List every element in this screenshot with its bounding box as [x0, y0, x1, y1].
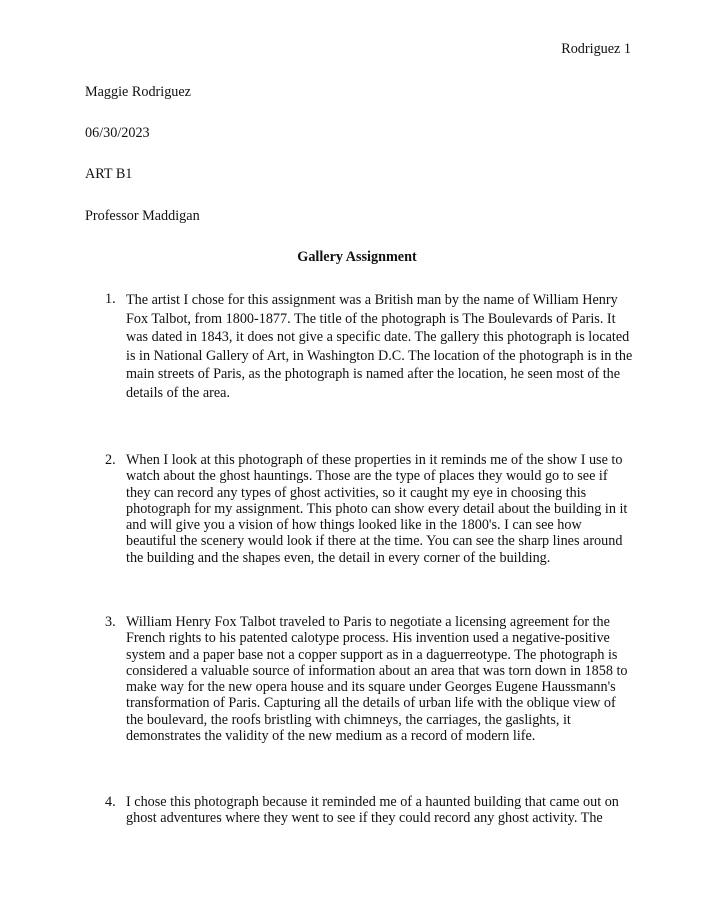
course-name: ART B1: [85, 166, 133, 182]
list-item-text: The artist I chose for this assignment was a British man by the name of William Henry Fox Talbot, from 1800-1877. The title of the photograph is The Boulevards of Paris. It was dated in 1843, it does not give a specific date. The gallery this photograph is located is in National Gallery of Art, in Washington D.C. The location of the photograph is in the main streets of Paris, as the photograph is named after the location, he seen most of the details of the area.: [126, 292, 633, 401]
list-item-number: 2.: [105, 452, 116, 468]
list-item: [105, 794, 633, 827]
list-item-text: I chose this photograph because it reminded me of a haunted building that came out on ghost adventures where they went to see if they could record any ghost activity. The: [126, 794, 619, 827]
list-item-text: William Henry Fox Talbot traveled to Paris to negotiate a licensing agreement for the French rights to his patented calotype process. His invention used a negative-positive system and a paper base not a copper support as in a daguerreotype. The photograph is considered a valuable source of information about an area that was torn down in 1858 to make way for the new opera house and its square under Georges Eugene Haussmann's transformation of Paris. Capturing all the details of urban life with the oblique view of the boulevard, the roofs bristling with chimneys, the carriages, the gaslights, it demonstrates the validity of the new medium as a record of modern life.: [126, 614, 628, 745]
list-item-number: 4.: [105, 794, 116, 810]
student-name: Maggie Rodriguez: [85, 84, 191, 100]
list-item-number: 3.: [105, 614, 116, 630]
submission-date: 06/30/2023: [85, 125, 150, 141]
professor-name: Professor Maddigan: [85, 208, 200, 224]
list-item: [105, 291, 633, 402]
running-head: Rodriguez 1: [561, 41, 631, 57]
list-item-text: When I look at this photograph of these properties in it reminds me of the show I use to watch about the ghost hauntings. Those are the type of places they would go to see if they can record any types of ghost activities, so it caught my eye in choosing this photograph for my assignment. This photo can show every detail about the building in it and will give you a vision of how things looked like in the 1800's. I can see how beautiful the scenery would look if there at the time. You can see the sharp lines around the building and the shapes even, the detail in every corner of the building.: [126, 452, 628, 566]
list-item: [105, 452, 633, 566]
list-item: [105, 614, 633, 744]
document-title: Gallery Assignment: [297, 249, 417, 265]
list-item-number: 1.: [105, 291, 116, 307]
